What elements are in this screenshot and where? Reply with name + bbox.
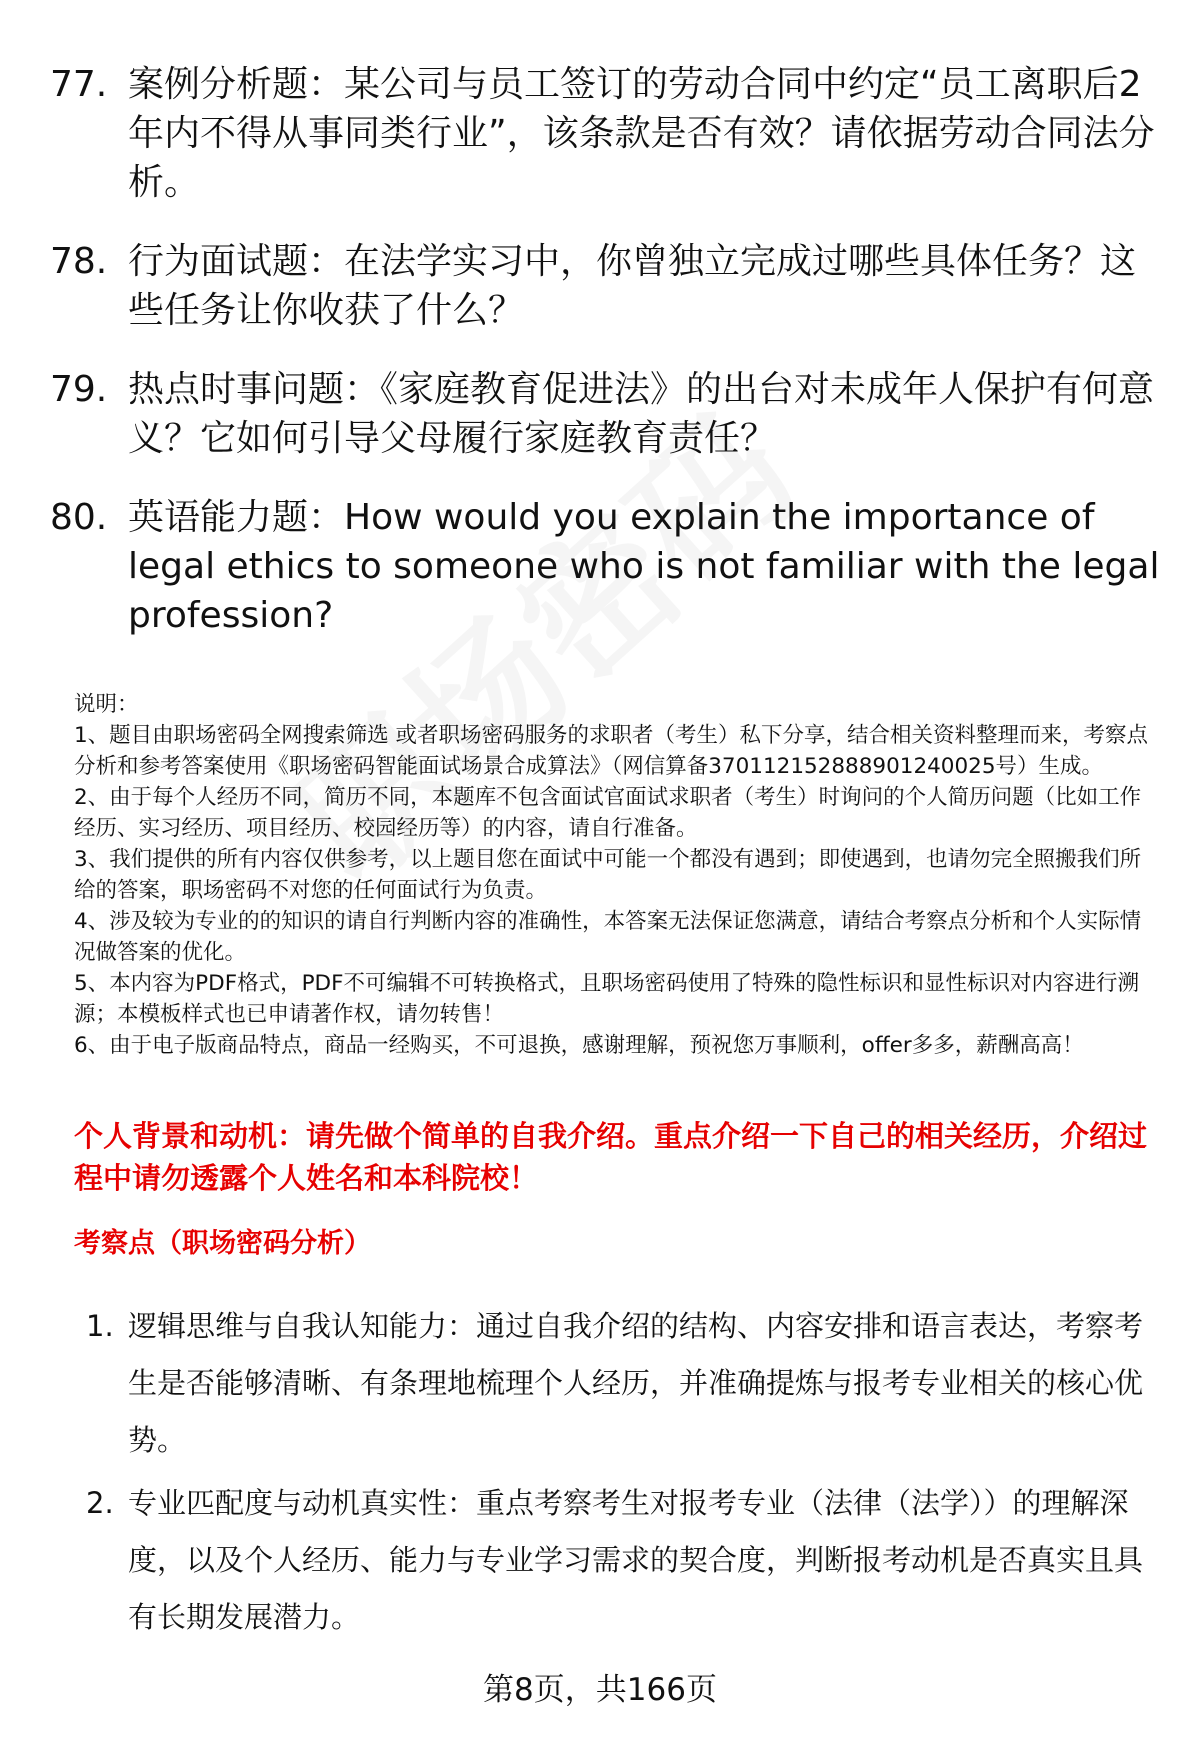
question-number: 78.: [50, 241, 108, 282]
note-item: 6、由于电子版商品特点，商品一经购买，不可退换，感谢理解，预祝您万事顺利，offer多多，薪酬高高！: [74, 1033, 1084, 1058]
note-item: 4、涉及较为专业的的知识的请自行判断内容的准确性，本答案无法保证您满意，请结合考察点分析和个人实际情况做答案的优化。: [74, 909, 1142, 965]
analysis-point: [86, 1475, 1156, 1646]
question-text: 案例分析题：某公司与员工签订的劳动合同中约定“员工离职后2年内不得从事同类行业”，该条款是否有效？请依据劳动合同法分析。: [128, 64, 1155, 203]
analysis-point: [86, 1298, 1156, 1469]
question-list: [50, 60, 1160, 670]
section-subheading: 考察点（职场密码分析）: [74, 1228, 371, 1259]
section-heading: 个人背景和动机：请先做个简单的自我介绍。重点介绍一下自己的相关经历，介绍过程中请勿透露个人姓名和本科院校！: [74, 1119, 1148, 1195]
page-number: 第8页，共166页: [483, 1672, 717, 1708]
question-number: 79.: [50, 369, 108, 410]
question-item: [50, 493, 1160, 640]
question-item: [50, 60, 1160, 207]
note-item: 5、本内容为PDF格式，PDF不可编辑不可转换格式，且职场密码使用了特殊的隐性标识和显性标识对内容进行溯源；本模板样式也已申请著作权，请勿转售！: [74, 971, 1139, 1027]
question-text: 热点时事问题：《家庭教育促进法》的出台对未成年人保护有何意义？它如何引导父母履行家庭教育责任？: [128, 369, 1155, 459]
question-item: [50, 365, 1160, 463]
note-item: 2、由于每个人经历不同，简历不同，本题库不包含面试官面试求职者（考生）时询问的个人简历问题（比如工作经历、实习经历、项目经历、校园经历等）的内容，请自行准备。: [74, 785, 1142, 841]
point-number: 1.: [86, 1309, 114, 1343]
point-number: 2.: [86, 1486, 114, 1520]
question-text: 英语能力题：How would you explain the importance of legal ethics to someone who is not familiar with the legal profession?: [128, 497, 1160, 636]
question-item: [50, 237, 1160, 335]
question-number: 77.: [50, 64, 108, 105]
analysis-point-list: [86, 1298, 1156, 1652]
question-number: 80.: [50, 497, 108, 538]
notes-block: [74, 689, 1154, 1061]
point-text: 逻辑思维与自我认知能力：通过自我介绍的结构、内容安排和语言表达，考察考生是否能够清晰、有条理地梳理个人经历，并准确提炼与报考专业相关的核心优势。: [128, 1309, 1144, 1457]
note-item: 3、我们提供的所有内容仅供参考，以上题目您在面试中可能一个都没有遇到；即使遇到，也请勿完全照搬我们所给的答案，职场密码不对您的任何面试行为负责。: [74, 847, 1142, 903]
point-text: 专业匹配度与动机真实性：重点考察考生对报考专业（法律（法学））的理解深度，以及个人经历、能力与专业学习需求的契合度，判断报考动机是否真实且具有长期发展潜力。: [128, 1486, 1144, 1634]
question-text: 行为面试题：在法学实习中，你曾独立完成过哪些具体任务？这些任务让你收获了什么？: [128, 241, 1137, 331]
note-item: 1、题目由职场密码全网搜索筛选 或者职场密码服务的求职者（考生）私下分享，结合相关资料整理而来，考察点分析和参考答案使用《职场密码智能面试场景合成算法》（网信算备370112152888901240025号）生成。: [74, 723, 1149, 779]
notes-title: 说明：: [74, 692, 139, 717]
